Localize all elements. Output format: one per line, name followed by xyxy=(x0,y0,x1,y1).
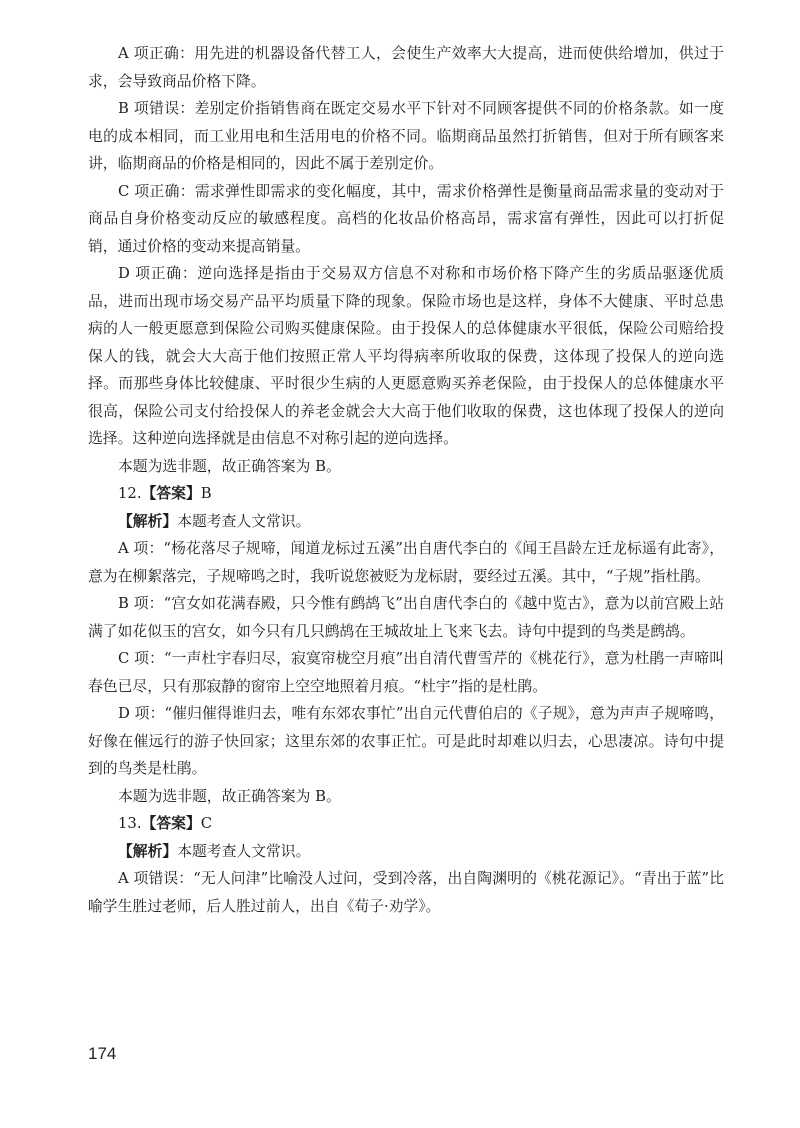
analysis-heading-12: 【解析】本题考查人文常识。 xyxy=(118,512,311,530)
paragraph-option-c-item12: C 项：“一声杜宇春归尽，寂寞帘栊空月痕”出自清代曹雪芹的《桃花行》，意为杜鹃一声啼叫春色已尽，只有那寂静的窗帘上空空地照着月痕。“杜宇”指的是杜鹃。 xyxy=(88,650,724,695)
paragraph-option-d-item12: D 项：“催归催得谁归去，唯有东郊农事忙”出自元代曹伯启的《子规》，意为声声子规啼鸣，好像在催远行的游子快回家；这里东郊的农事正忙。可是此时却难以归去，心思凄凉。诗句中提到的鸟类是杜鹃。 xyxy=(88,705,724,777)
paragraph-option-b-item11: B 项错误：差别定价指销售商在既定交易水平下针对不同顾客提供不同的价格条款。如一度电的成本相同，而工业用电和生活用电的价格不同。临期商品虽然打折销售，但对于所有顾客来讲，临期商品的价格是相同的，因此不属于差别定价。 xyxy=(88,100,724,172)
page-number: 174 xyxy=(88,1044,117,1063)
paragraph-option-d-item11: D 项正确：逆向选择是指由于交易双方信息不对称和市场价格下降产生的劣质品驱逐优质品，进而出现市场交易产品平均质量下降的现象。保险市场也是这样，身体不大健康、平时总患病的人一般更愿意到保险公司购买健康保险。由于投保人的总体健康水平很低，保险公司赔给投保人的钱，就会大大高于他们按照正常人平均得病率所收取的保费，这体现了投保人的逆向选择。而那些身体比较健康、平时很少生病的人更愿意购买养老保险，由于投保人的总体健康水平很高，保险公司支付给投保人的养老金就会大大高于他们收取的保费，这也体现了投保人的逆向选择。这种逆向选择就是由信息不对称引起的逆向选择。 xyxy=(88,265,724,447)
paragraph-option-b-item12: B 项：“宫女如花满春殿，只今惟有鹧鸪飞”出自唐代李白的《越中览古》，意为以前宫殿上站满了如花似玉的宫女，如今只有几只鹧鸪在王城故址上飞来飞去。诗句中提到的鸟类是鹧鸪。 xyxy=(88,595,724,640)
paragraph-conclusion-item12: 本题为选非题，故正确答案为 B。 xyxy=(118,787,341,805)
paragraph-option-a-item13: A 项错误：“无人问津”比喻没人过问，受到冷落，出自陶渊明的《桃花源记》。“青出于蓝”比喻学生胜过老师，后人胜过前人，出自《荀子·劝学》。 xyxy=(88,870,724,915)
paragraph-conclusion-item11: 本题为选非题，故正确答案为 B。 xyxy=(118,457,341,475)
answer-heading-13: 13.【答案】C xyxy=(118,815,213,832)
paragraph-option-a-item12: A 项：“杨花落尽子规啼，闻道龙标过五溪”出自唐代李白的《闻王昌龄左迁龙标遥有此寄》，意为在柳絮落完，子规啼鸣之时，我听说您被贬为龙标尉，要经过五溪。其中，“子规”指杜鹃。 xyxy=(88,540,724,585)
paragraph-option-c-item11: C 项正确：需求弹性即需求的变化幅度，其中，需求价格弹性是衡量商品需求量的变动对于商品自身价格变动反应的敏感程度。高档的化妆品价格高昂，需求富有弹性，因此可以打折促销，通过价格的变动来提高销量。 xyxy=(88,182,724,255)
body-text xyxy=(88,40,724,920)
answer-heading-12: 12.【答案】B xyxy=(118,485,212,502)
paragraph-option-a-item11: A 项正确：用先进的机器设备代替工人，会使生产效率大大提高，进而使供给增加，供过于求，会导致商品价格下降。 xyxy=(88,45,724,90)
analysis-heading-13: 【解析】本题考查人文常识。 xyxy=(118,842,311,860)
